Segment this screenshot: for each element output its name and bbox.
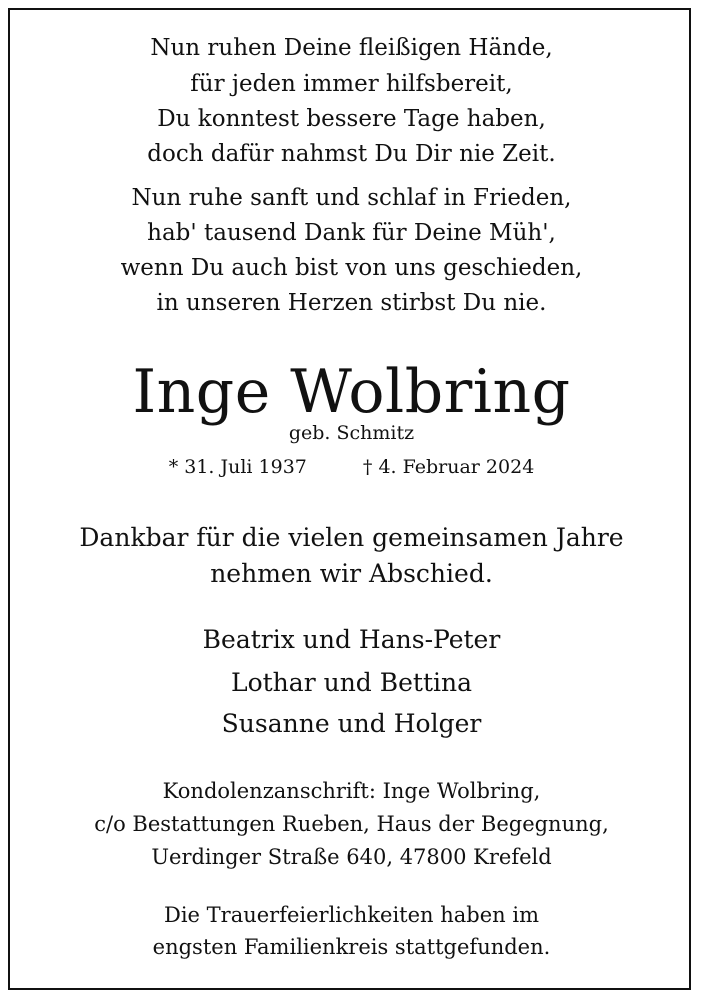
- poem-2-line-1: Nun ruhe sanft und schlaf in Frieden,: [131, 185, 572, 211]
- birth-date: * 31. Juli 1937: [168, 456, 307, 478]
- family-member-1: Beatrix und Hans-Peter: [202, 625, 501, 654]
- condolence-line-3: Uerdinger Straße 640, 47800 Krefeld: [151, 845, 552, 869]
- family-member-3: Susanne und Holger: [221, 709, 482, 738]
- maiden-name: geb. Schmitz: [288, 422, 415, 444]
- poem-1-line-3: Du konntest bessere Tage haben,: [157, 106, 546, 132]
- poem-1-line-4: doch dafür nahmst Du Dir nie Zeit.: [147, 141, 556, 167]
- poem-1-line-2: für jeden immer hilfsbereit,: [190, 71, 513, 97]
- family-member-2: Lothar und Bettina: [230, 668, 472, 697]
- poem-2-line-3: wenn Du auch bist von uns geschieden,: [120, 255, 583, 281]
- closing-note-line-2: engsten Familienkreis stattgefunden.: [152, 935, 551, 959]
- poem-1-line-1: Nun ruhen Deine fleißigen Hände,: [150, 35, 553, 61]
- poem-2-line-2: hab' tausend Dank für Deine Müh',: [147, 220, 556, 246]
- condolence-line-1: Kondolenzanschrift: Inge Wolbring,: [162, 779, 541, 803]
- thanks-line-2: nehmen wir Abschied.: [210, 559, 493, 588]
- death-date: † 4. Februar 2024: [362, 456, 535, 478]
- closing-note-line-1: Die Trauerfeierlichkeiten haben im: [164, 903, 539, 927]
- condolence-line-2: c/o Bestattungen Rueben, Haus der Begegnung,: [94, 812, 609, 836]
- poem-2-line-4: in unseren Herzen stirbst Du nie.: [156, 290, 547, 316]
- life-dates: [10, 458, 693, 477]
- thanks-line-1: Dankbar für die vielen gemeinsamen Jahre: [79, 523, 624, 552]
- deceased-name: Inge Wolbring: [132, 357, 571, 427]
